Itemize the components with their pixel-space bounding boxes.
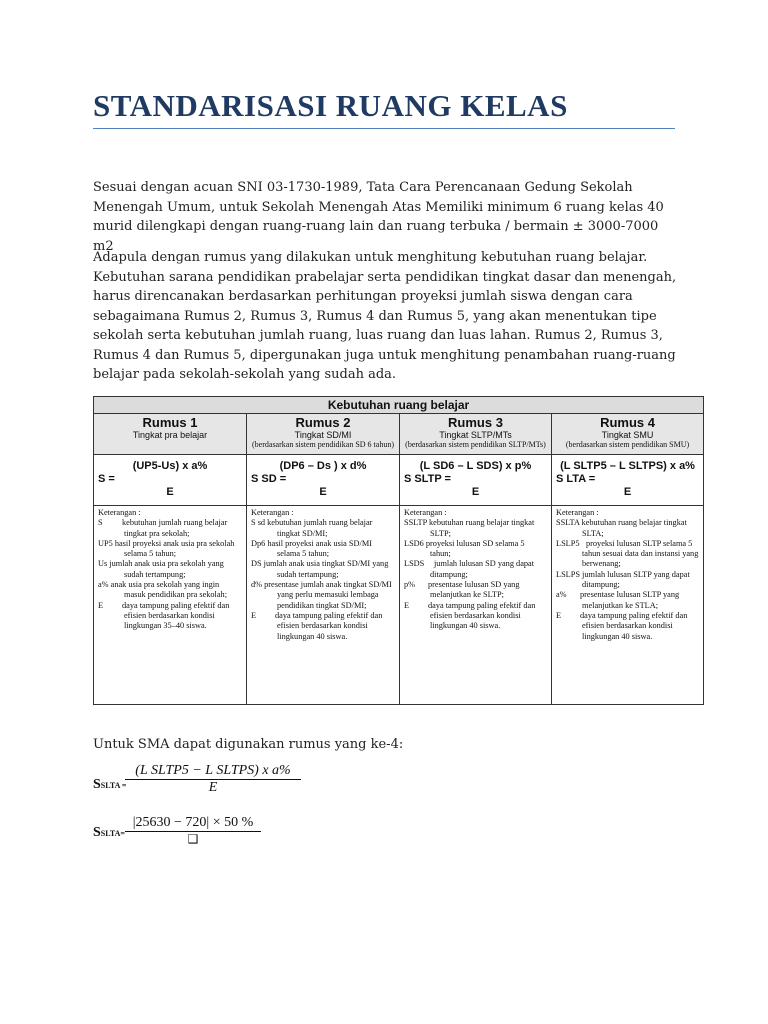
legend-text: SSLTA kebutuhan ruang belajar tingkat SLTA; [556, 518, 687, 538]
legend-text: daya tampung paling efektif dan efisien berdasarkan kondisi lingkungan 35–40 siswa. [122, 600, 230, 631]
formula-sslta-computed [93, 815, 393, 855]
legend-symbol: LSLP5 [556, 538, 580, 548]
legend-symbol: E [251, 610, 257, 620]
rumus-heading: Rumus 2 [295, 415, 351, 430]
rumus-header-cell [400, 414, 552, 455]
rumus-level: Tingkat SMU [601, 430, 654, 440]
legend-text: SSLTP kebutuhan ruang belajar tingkat SLTP; [404, 518, 535, 538]
legend-text: daya tampung paling efektif dan efisien berdasarkan kondisi lingkungan 40 siswa. [275, 610, 383, 641]
rumus-denominator: E [623, 486, 632, 498]
rumus-header-cell [94, 414, 247, 455]
rumus-heading: Rumus 4 [600, 415, 655, 430]
formula-fraction [125, 763, 301, 796]
legend-symbol: LSDS [404, 559, 425, 569]
legend-symbol: p% [404, 580, 416, 590]
legend-item [556, 518, 699, 539]
legend-item [98, 580, 242, 601]
formula-denominator: E [208, 780, 218, 795]
rumus-level: Tingkat SLTP/MTs [439, 430, 512, 440]
rumus-level: Tingkat pra belajar [132, 430, 208, 440]
legend-item [556, 611, 699, 642]
rumus-lhs: S = [98, 473, 115, 485]
legend-item [251, 611, 395, 642]
legend-text: presentase lulusan SD yang melanjutkan ke SLTP; [428, 580, 520, 600]
sma-formula-intro: Untuk SMA dapat digunakan rumus yang ke-4: [93, 737, 404, 752]
intro-paragraph: Sesuai dengan acuan SNI 03-1730-1989, Tata Cara Perencanaan Gedung Sekolah Menengah Umum, untuk Sekolah Menengah Atas Memiliki minimum 6 ruang kelas 40 murid dilengkapi dengan ruang-ruang lain dan ruang terbuka / bermain ± 3000-7000 m2 [93, 180, 664, 254]
rumus-denominator: E [471, 486, 480, 498]
rumus-numerator: (UP5-Us) x a% [132, 460, 208, 472]
rumus-numerator: (L SLTP5 – L SLTPS) x a% [560, 460, 695, 472]
legend-item [98, 601, 242, 632]
formula-fraction [125, 815, 261, 846]
legend-text: DS jumlah anak usia tingkat SD/MI yang sudah tertampung; [251, 559, 389, 579]
legend-text: kebutuhan jumlah ruang belajar tingkat pra sekolah; [122, 518, 228, 538]
legend-text: S sd kebutuhan jumlah ruang belajar tingkat SD/MI; [251, 518, 373, 538]
rumus-legend-cell [552, 506, 704, 705]
formula-lhs: SSLTA= [93, 825, 125, 840]
rumus-formula-cell [552, 455, 704, 506]
legend-item [404, 559, 547, 580]
legend-label: Keterangan : [251, 508, 294, 517]
legend-text: d% presentase jumlah anak tingkat SD/MI yang perlu memasuki lembaga pendidikan tingkat SD/MI; [251, 580, 392, 610]
rumus-numerator: (DP6 – Ds ) x d% [279, 460, 367, 472]
table-legend-row [94, 506, 704, 705]
legend-text: proyeksi lulusan SLTP selama 5 tahun sesuai data dan instansi yang berwenang; [582, 538, 699, 569]
legend-label: Keterangan : [556, 508, 599, 517]
formula-lhs: SSLTA = [93, 777, 127, 792]
rumus-lhs: S SLTP = [404, 473, 451, 485]
legend-item [404, 539, 547, 560]
legend-symbol: E [556, 610, 562, 620]
rumus-denominator: E [319, 486, 327, 498]
document-title: STANDARISASI RUANG KELAS [93, 88, 568, 123]
legend-label: Keterangan : [98, 508, 141, 517]
legend-item [251, 539, 395, 560]
rumus-heading: Rumus 1 [142, 415, 198, 430]
legend-text: LSD6 proyeksi lulusan SD selama 5 tahun; [404, 538, 525, 559]
title-underline [93, 128, 675, 129]
legend-text: jumlah lulusan SD yang dapat ditampung; [430, 559, 535, 579]
legend-symbol: E [404, 600, 410, 610]
table-formula-row [94, 455, 704, 506]
legend-item [98, 559, 242, 580]
legend-item [404, 580, 547, 601]
classroom-needs-table [93, 396, 704, 705]
table-header-row [94, 414, 704, 455]
rumus-formula-cell [247, 455, 400, 506]
rumus-note: (berdasarkan sistem pendidikan SD 6 tahun) [252, 440, 394, 449]
legend-label: Keterangan : [404, 508, 447, 517]
table-title: Kebutuhan ruang belajar [94, 397, 704, 414]
legend-text: a% anak usia pra sekolah yang ingin masuk pendidikan pra sekolah; [98, 580, 227, 600]
rumus-level: Tingkat SD/MI [294, 430, 352, 440]
rumus-header-cell [552, 414, 704, 455]
legend-text: daya tampung paling efektif dan efisien berdasarkan kondisi lingkungan 40 siswa. [428, 600, 536, 631]
legend-text: LSLPS jumlah lulusan SLTP yang dapat ditampung; [556, 569, 690, 590]
legend-item [556, 570, 699, 591]
legend-text: Us jumlah anak usia pra sekolah yang sudah tertampung; [98, 559, 224, 579]
rumus-legend-cell [400, 506, 552, 705]
legend-item [98, 518, 242, 539]
formula-placeholder-box: ❑ [187, 832, 199, 846]
formula-explanation-paragraph: Adapula dengan rumus yang dilakukan untuk menghitung kebutuhan ruang belajar. Kebutuhan sarana pendidikan prabelajar serta pendidikan tingkat dasar dan menengah, harus direncanakan berdasarkan perhitungan proyeksi jumlah siswa dengan cara sebagaimana Rumus 2, Rumus 3, Rumus 4 dan Rumus 5, yang akan menentukan tipe sekolah serta kebutuhan jumlah ruang, luas ruang dan luas lahan. Rumus 2, Rumus 3, Rumus 4 dan Rumus 5, dipergunakan juga untuk menghitung penambahan ruang-ruang belajar pada sekolah-sekolah yang sudah ada. [93, 250, 677, 382]
legend-item [98, 539, 242, 560]
legend-item [251, 559, 395, 580]
rumus-lhs: S SD = [251, 473, 287, 485]
legend-symbol: a% [556, 590, 567, 600]
rumus-note: (berdasarkan sistem pendidikan SLTP/MTs) [405, 440, 546, 449]
rumus-numerator: (L SD6 – L SDS) x p% [419, 460, 532, 472]
rumus-lhs: S LTA = [556, 473, 596, 485]
legend-symbol: E [98, 600, 104, 610]
rumus-legend-cell [247, 506, 400, 705]
rumus-note: (berdasarkan sistem pendidikan SMU) [565, 440, 690, 449]
rumus-formula-cell [400, 455, 552, 506]
formula-sslta-general [93, 763, 393, 807]
legend-text: Dp6 hasil proyeksi anak usia SD/MI selama 5 tahun; [251, 538, 372, 559]
legend-text: presentase lulusan SLTP yang melanjutkan ke STLA; [580, 590, 680, 610]
rumus-formula-cell [94, 455, 247, 506]
formula-numerator: (L SLTP5 − L SLTPS) x a% [125, 763, 301, 780]
legend-text: UP5 hasil proyeksi anak usia pra sekolah selama 5 tahun; [98, 538, 235, 559]
legend-text: daya tampung paling efektif dan efisien berdasarkan kondisi lingkungan 40 siswa. [580, 610, 688, 641]
legend-item [251, 580, 395, 611]
rumus-denominator: E [166, 486, 174, 498]
legend-symbol: S [98, 518, 103, 528]
rumus-legend-cell [94, 506, 247, 705]
legend-item [556, 539, 699, 570]
legend-item [404, 518, 547, 539]
legend-item [556, 590, 699, 611]
rumus-heading: Rumus 3 [448, 415, 503, 430]
rumus-header-cell [247, 414, 400, 455]
legend-item [404, 601, 547, 632]
formula-numerator: |25630 − 720| × 50 % [125, 815, 261, 832]
legend-item [251, 518, 395, 539]
